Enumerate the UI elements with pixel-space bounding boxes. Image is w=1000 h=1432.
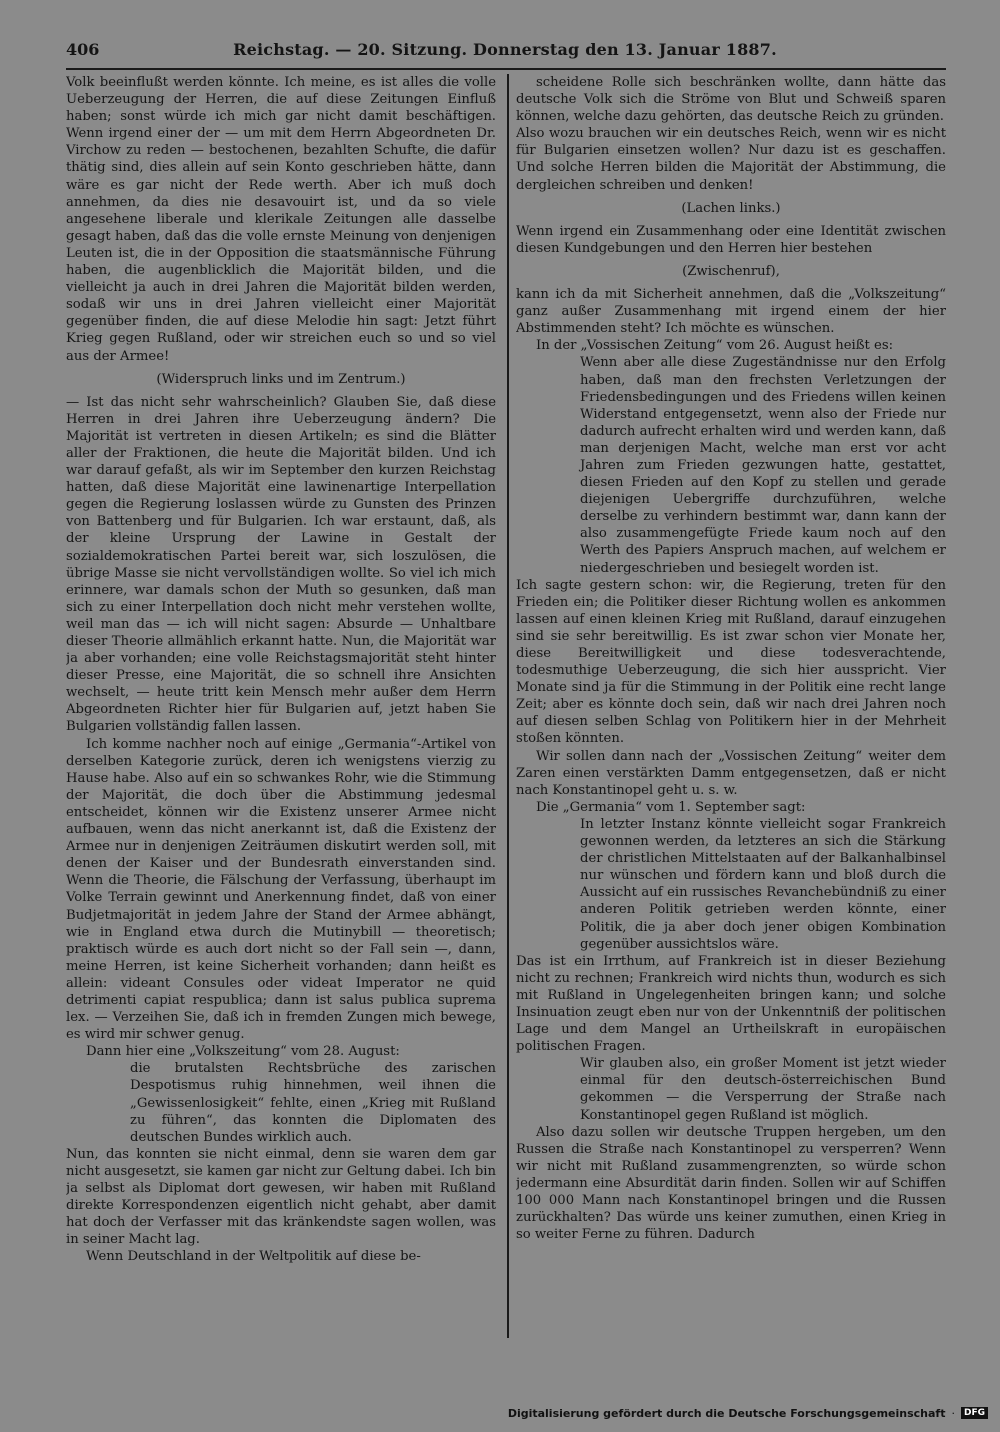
footer bbox=[508, 1404, 988, 1422]
header-rule bbox=[66, 68, 946, 70]
paragraph: Dann hier eine „Volkszeitung“ vom 28. August: bbox=[86, 1044, 400, 1060]
paragraph: (Widerspruch links und im Zentrum.) bbox=[156, 371, 406, 387]
paragraph: Wenn aber alle diese Zugeständnisse nur den Erfolg haben, daß man den frechsten Verletzungen der Friedensbedingungen und des Friedens willen keinen Widerstand entgegensetzt, wenn also der Friede nur dadurch aufrecht erhalten wird und werden kann, daß man derjenigen Macht, welche man erst vor acht Jahren zum Frieden gezwungen hatte, gestattet, diesen Frieden auf den Kopf zu stellen und gerade diejenigen Uebergriffe durchzuführen, welche derselbe zu verhindern bestimmt war, dann kann der also zusammengefügte Friede kaum noch auf den Werth des Papiers Anspruch machen, auf welchem er niedergeschrieben und besiegelt worden ist. bbox=[580, 355, 946, 576]
separator-dot: · bbox=[951, 1406, 955, 1420]
right-column bbox=[516, 74, 946, 1338]
paragraph: Die „Germania“ vom 1. September sagt: bbox=[536, 799, 806, 815]
paragraph: Wenn irgend ein Zusammenhang oder eine Identität zwischen diesen Kundgebungen und den Herren hier bestehen bbox=[516, 223, 946, 256]
paragraph: Also wozu brauchen wir ein deutsches Reich, wenn wir es nicht für Bulgarien einsetzen wollen? Nur dazu ist es geschaffen. Und solche Herren bilden die Majorität der Abstimmung, die dergleichen schreiben und denken! bbox=[516, 126, 946, 193]
paragraph: — Ist das nicht sehr wahrscheinlich? Glauben Sie, daß diese Herren in drei Jahren ihre Ueberzeugung ändern? Die Majorität ist vertreten in diesen Artikeln; es sind die Blätter aller der Fraktionen, die heute die Majorität bilden. Und ich war darauf gefaßt, als wir im September den kurzen Reichstag hatten, daß diese Majorität eine lawinenartige Interpellation gegen die Regierung loslassen würde zu Gunsten des Prinzen von Battenberg und für Bulgarien. Ich war erstaunt, daß, als der kleine Ursprung der Lawine in Gestalt der sozialdemokratischen Partei bereit war, sich loszulösen, die übrige Masse sie nicht vervollständigen wollte. So viel ich mich erinnere, war damals schon der Muth so gesunken, daß man sich zu einer Interpellation doch nicht mehr verstehen wollte, weil man das — ich will nicht sagen: Absurde — Unhaltbare dieser Theorie allmählich erkannt hatte. Nun, die Majorität war ja aber vorhanden; eine volle Reichstagsmajorität steht hinter dieser Presse, eine Majorität, die so schnell ihre Ansichten wechselt, — heute tritt kein Mensch mehr außer dem Herrn Abgeordneten Richter hier für Bulgarien auf, jetzt haben Sie Bulgarien vollständig fallen lassen. bbox=[66, 394, 496, 735]
paragraph: scheidene Rolle sich beschränken wollte, dann hätte das deutsche Volk sich die Ströme von Blut und Schweiß sparen können, welche dazu gehörten, das deutsche Reich zu gründen. bbox=[516, 75, 946, 125]
paragraph: Wir glauben also, ein großer Moment ist jetzt wieder einmal für den deutsch-österreichischen Bund gekommen — die Versperrung der Straße nach Konstantinopel gegen Rußland ist möglich. bbox=[580, 1056, 946, 1123]
dfg-logo: DFG bbox=[961, 1407, 988, 1419]
paragraph: Volk beeinflußt werden könnte. Ich meine, es ist alles die volle Ueberzeugung der Herren, die auf diese Zeitungen Einfluß haben; sonst würde ich mich gar nicht damit beschäftigen. Wenn irgend einer der — um mit dem Herrn Abgeordneten Dr. Virchow zu reden — bestochenen, bezahlten Schufte, die dafür thätig sind, dies allein auf sein Konto geschrieben hätte, dann wäre es gar nicht der Rede werth. Aber ich muß doch annehmen, da dies nie desavouirt ist, und da so viele angesehene liberale und klerikale Zeitungen alle dasselbe gesagt haben, daß das die volle ernste Meinung von denjenigen Leuten ist, die in der Opposition die staatsmännische Führung haben, die augenblicklich die Majorität bilden, und die vielleicht ja auch in drei Jahren die Majorität bilden werden, sodaß wir uns in drei Jahren vielleicht einer Majorität gegenüber finden, die auf diese Melodie hin sagt: Jetzt führt Krieg gegen Rußland, oder wir streichen euch so und so viel aus der Armee! bbox=[66, 75, 496, 364]
paragraph: (Zwischenruf), bbox=[682, 263, 780, 279]
paragraph: Wenn Deutschland in der Weltpolitik auf diese be- bbox=[86, 1249, 421, 1265]
column-divider bbox=[507, 74, 509, 1338]
paragraph: Nun, das konnten sie nicht einmal, denn sie waren dem gar nicht ausgesetzt, sie kamen gar nicht zur Geltung dabei. Ich bin ja selbst als Diplomat dort gewesen, wir haben mit Rußland direkte Korrespondenzen eigentlich nicht gehabt, aber damit hat doch der Verfasser mit das kränkendste sagen wollen, was in seiner Macht lag. bbox=[66, 1146, 496, 1248]
paragraph: (Lachen links.) bbox=[681, 200, 781, 216]
paragraph: die brutalsten Rechtsbrüche des zarischen Despotismus ruhig hinnehmen, weil ihnen die „Gewissenlosigkeit“ fehlte, einen „Krieg mit Rußland zu führen“, das konnten die Diplomaten des deutschen Bundes wirklich auch. bbox=[130, 1061, 496, 1145]
running-head: Reichstag. — 20. Sitzung. Donnerstag den 13. Januar 1887. bbox=[233, 40, 777, 59]
paragraph: In letzter Instanz könnte vielleicht sogar Frankreich gewonnen werden, da letzteres an sich die Stärkung der christlichen Mittelstaaten auf der Balkanhalbinsel nur wünschen und fördern kann und bloß durch die Aussicht auf ein russisches Revanchebündniß zu einer anderen Politik getrieben werden könnte, einer Politik, die ja aber doch jener obigen Kombination gegenüber aussichtslos wäre. bbox=[580, 816, 946, 952]
paragraph: Also dazu sollen wir deutsche Truppen hergeben, um den Russen die Straße nach Konstantinopel zu versperren? Wenn wir nicht mit Rußland zusammengrenzten, so würde schon jedermann eine Absurdität darin finden. Sollen wir auf Schiffen 100 000 Mann nach Konstantinopel bringen und die Russen zurückhalten? Das würde uns keiner zumuthen, einen Krieg in so weiter Ferne zu führen. Dadurch bbox=[516, 1124, 946, 1243]
paragraph: Wir sollen dann nach der „Vossischen Zeitung“ weiter dem Zaren einen verstärkten Damm entgegensetzen, daß er nicht nach Konstantinopel geht u. s. w. bbox=[516, 748, 946, 798]
paragraph: Ich komme nachher noch auf einige „Germania“-Artikel von derselben Kategorie zurück, deren ich wenigstens vierzig zu Hause habe. Also auf ein so schwankes Rohr, wie die Stimmung der Majorität, die doch über die Abstimmung jedesmal entscheidet, können wir die Existenz unserer Armee nicht aufbauen, wenn das nicht anerkannt ist, daß die Existenz der Armee nur in denjenigen Zeiträumen diskutirt werden soll, mit denen der Kaiser und der Bundesrath einverstanden sind. Wenn die Theorie, die Fälschung der Verfassung, überhaupt im Volke Terrain gewinnt und Anerkennung findet, daß von einer Budjetmajorität in jedem Jahre der Stand der Armee abhängt, wie in England etwa durch die Mutinybill — theoretisch; praktisch würde es auch dort nicht so der Fall sein —, dann, meine Herren, ist keine Sicherheit vorhanden; dann heißt es allein: videant Consules oder videat Imperator ne quid detrimenti capiat respublica; dann ist salus publica suprema lex. — Verzeihen Sie, daß ich in fremden Zungen mich bewege, es wird mir schwer genug. bbox=[66, 736, 496, 1043]
paragraph: Ich sagte gestern schon: wir, die Regierung, treten für den Frieden ein; die Politiker dieser Richtung wollen es ankommen lassen auf einen kleinen Krieg mit Rußland, darauf einzugehen sind sie sehr bereitwillig. Es ist zwar schon vier Monate her, diese Bereitwilligkeit und diese todesverachtende, todesmuthige Ueberzeugung, die sich hier ausspricht. Vier Monate sind ja für die Stimmung in der Politik eine recht lange Zeit; aber es könnte doch sein, daß wir nach drei Jahren noch auf diesen selben Schlag von Politikern hier in der Mehrheit stoßen könnten. bbox=[516, 577, 946, 747]
paragraph: kann ich da mit Sicherheit annehmen, daß die „Volkszeitung“ ganz außer Zusammenhang mit irgend einem der hier Abstimmenden steht? Ich möchte es wünschen. bbox=[516, 287, 946, 337]
left-column bbox=[66, 74, 496, 1338]
paragraph: Das ist ein Irrthum, auf Frankreich ist in dieser Beziehung nicht zu rechnen; Frankreich wird nichts thun, wodurch es sich mit Rußland in Ungelegenheiten bringen kann; und solche Insinuation zeugt eben nur von der Unkenntniß der politischen Lage und dem Mangel an Urtheilskraft in europäischen politischen Fragen. bbox=[516, 953, 946, 1055]
funding-note: Digitalisierung gefördert durch die Deutsche Forschungsgemeinschaft bbox=[507, 1406, 946, 1420]
page-header bbox=[66, 40, 944, 66]
page-number: 406 bbox=[66, 40, 100, 59]
paragraph: In der „Vossischen Zeitung“ vom 26. August heißt es: bbox=[536, 338, 894, 354]
